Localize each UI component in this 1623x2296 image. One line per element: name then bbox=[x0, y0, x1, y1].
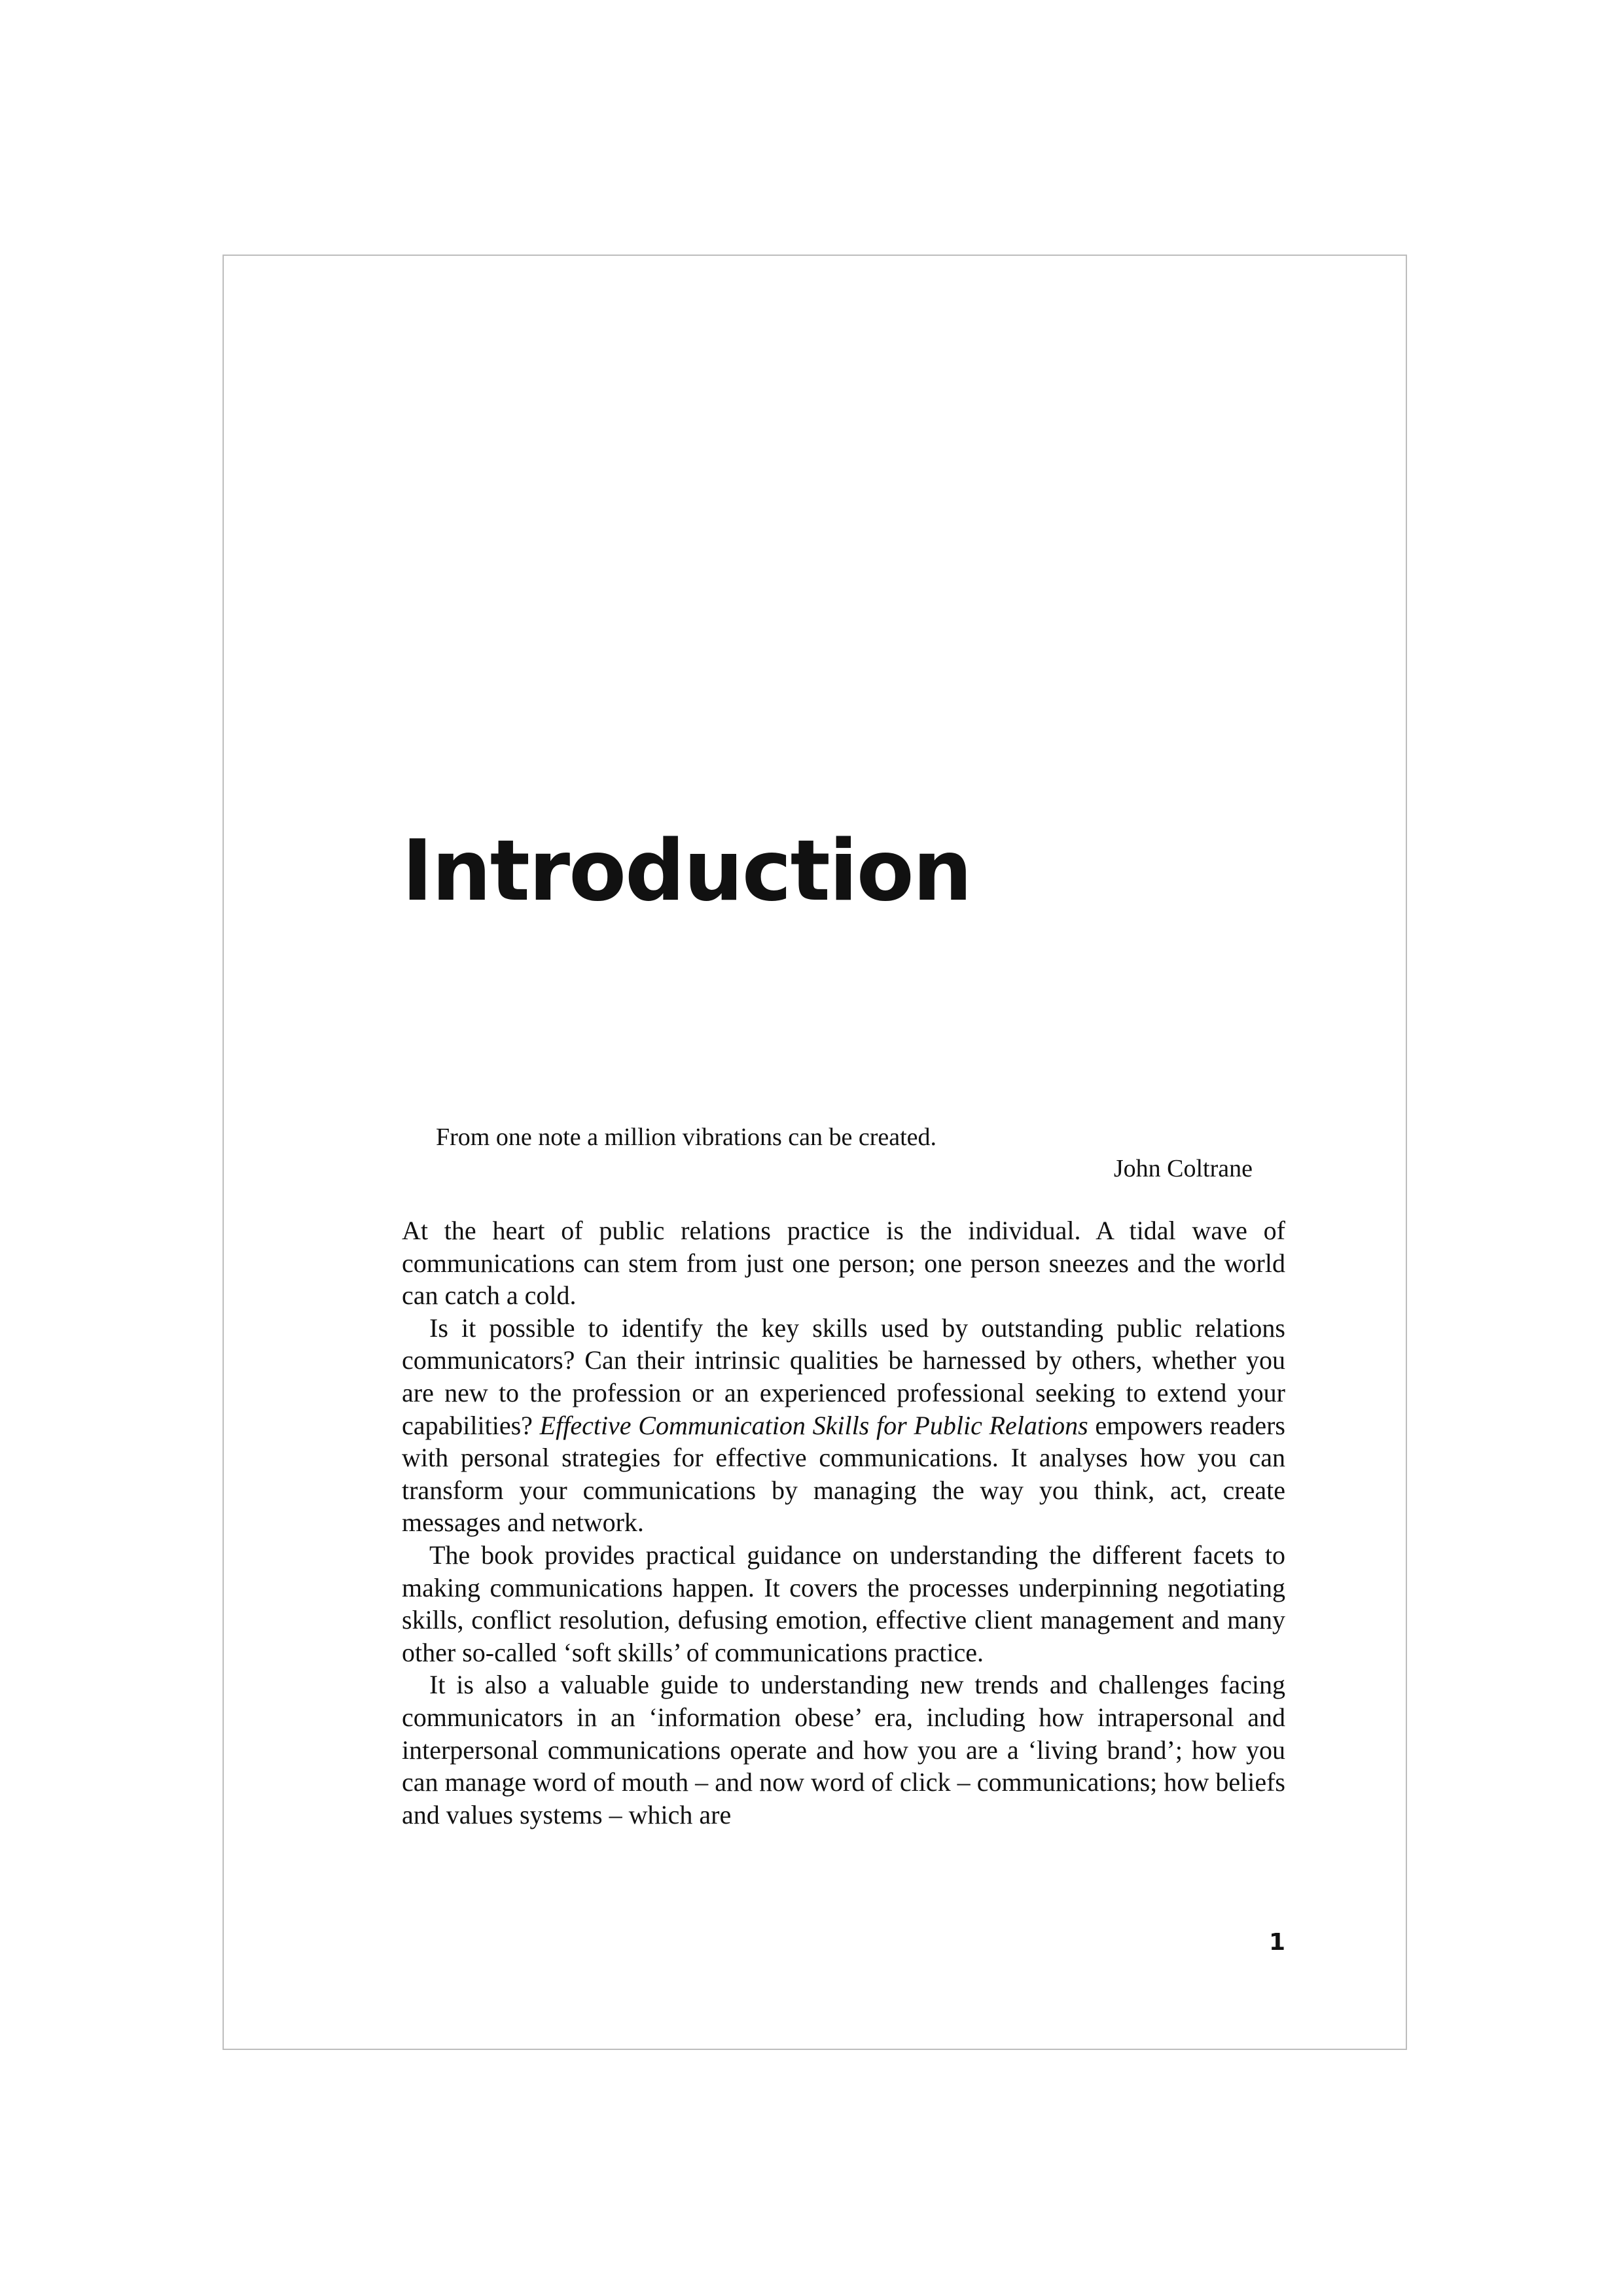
body-text bbox=[402, 1214, 1285, 1831]
book-title: Effective Communication Skills for Public Relations bbox=[539, 1410, 1088, 1440]
epigraph bbox=[402, 1122, 1285, 1184]
paragraph-1: At the heart of public relations practice is the individual. A tidal wave of communications can stem from just one person; one person sneezes and the world can catch a cold. bbox=[402, 1216, 1285, 1311]
page-number: 1 bbox=[1268, 1929, 1285, 1956]
chapter-title: Introduction bbox=[402, 822, 971, 920]
epigraph-author: John Coltrane bbox=[1113, 1155, 1253, 1182]
paragraph-4: It is also a valuable guide to understanding new trends and challenges facing communicators in an ‘information obese’ era, including how intrapersonal and interpersonal communications operate and how you are a ‘living brand’; how you can manage word of mouth – and now word of click – communications; how beliefs and values systems – which are bbox=[402, 1670, 1285, 1829]
paragraph-3: The book provides practical guidance on understanding the different facets to making communications happen. It covers the processes underpinning negotiating skills, conflict resolution, defusing emotion, effective client management and many other so-called ‘soft skills’ of communications practice. bbox=[402, 1540, 1285, 1667]
paragraph-2 bbox=[402, 1312, 1285, 1539]
paragraph-2-end: empowers readers with personal strategies for effective communications. It analyses how you can transform your communications by managing the way you think, act, create messages and network. bbox=[402, 1410, 1285, 1538]
paragraph-2-start: Is it possible to identify the key skills used by outstanding public relations communicators? Can their intrinsic qualities be harnessed by others, whether you are new to the profession or an experienced professional seeking to extend your capabilities? bbox=[402, 1313, 1285, 1440]
epigraph-quote: From one note a million vibrations can be created. bbox=[436, 1123, 937, 1151]
